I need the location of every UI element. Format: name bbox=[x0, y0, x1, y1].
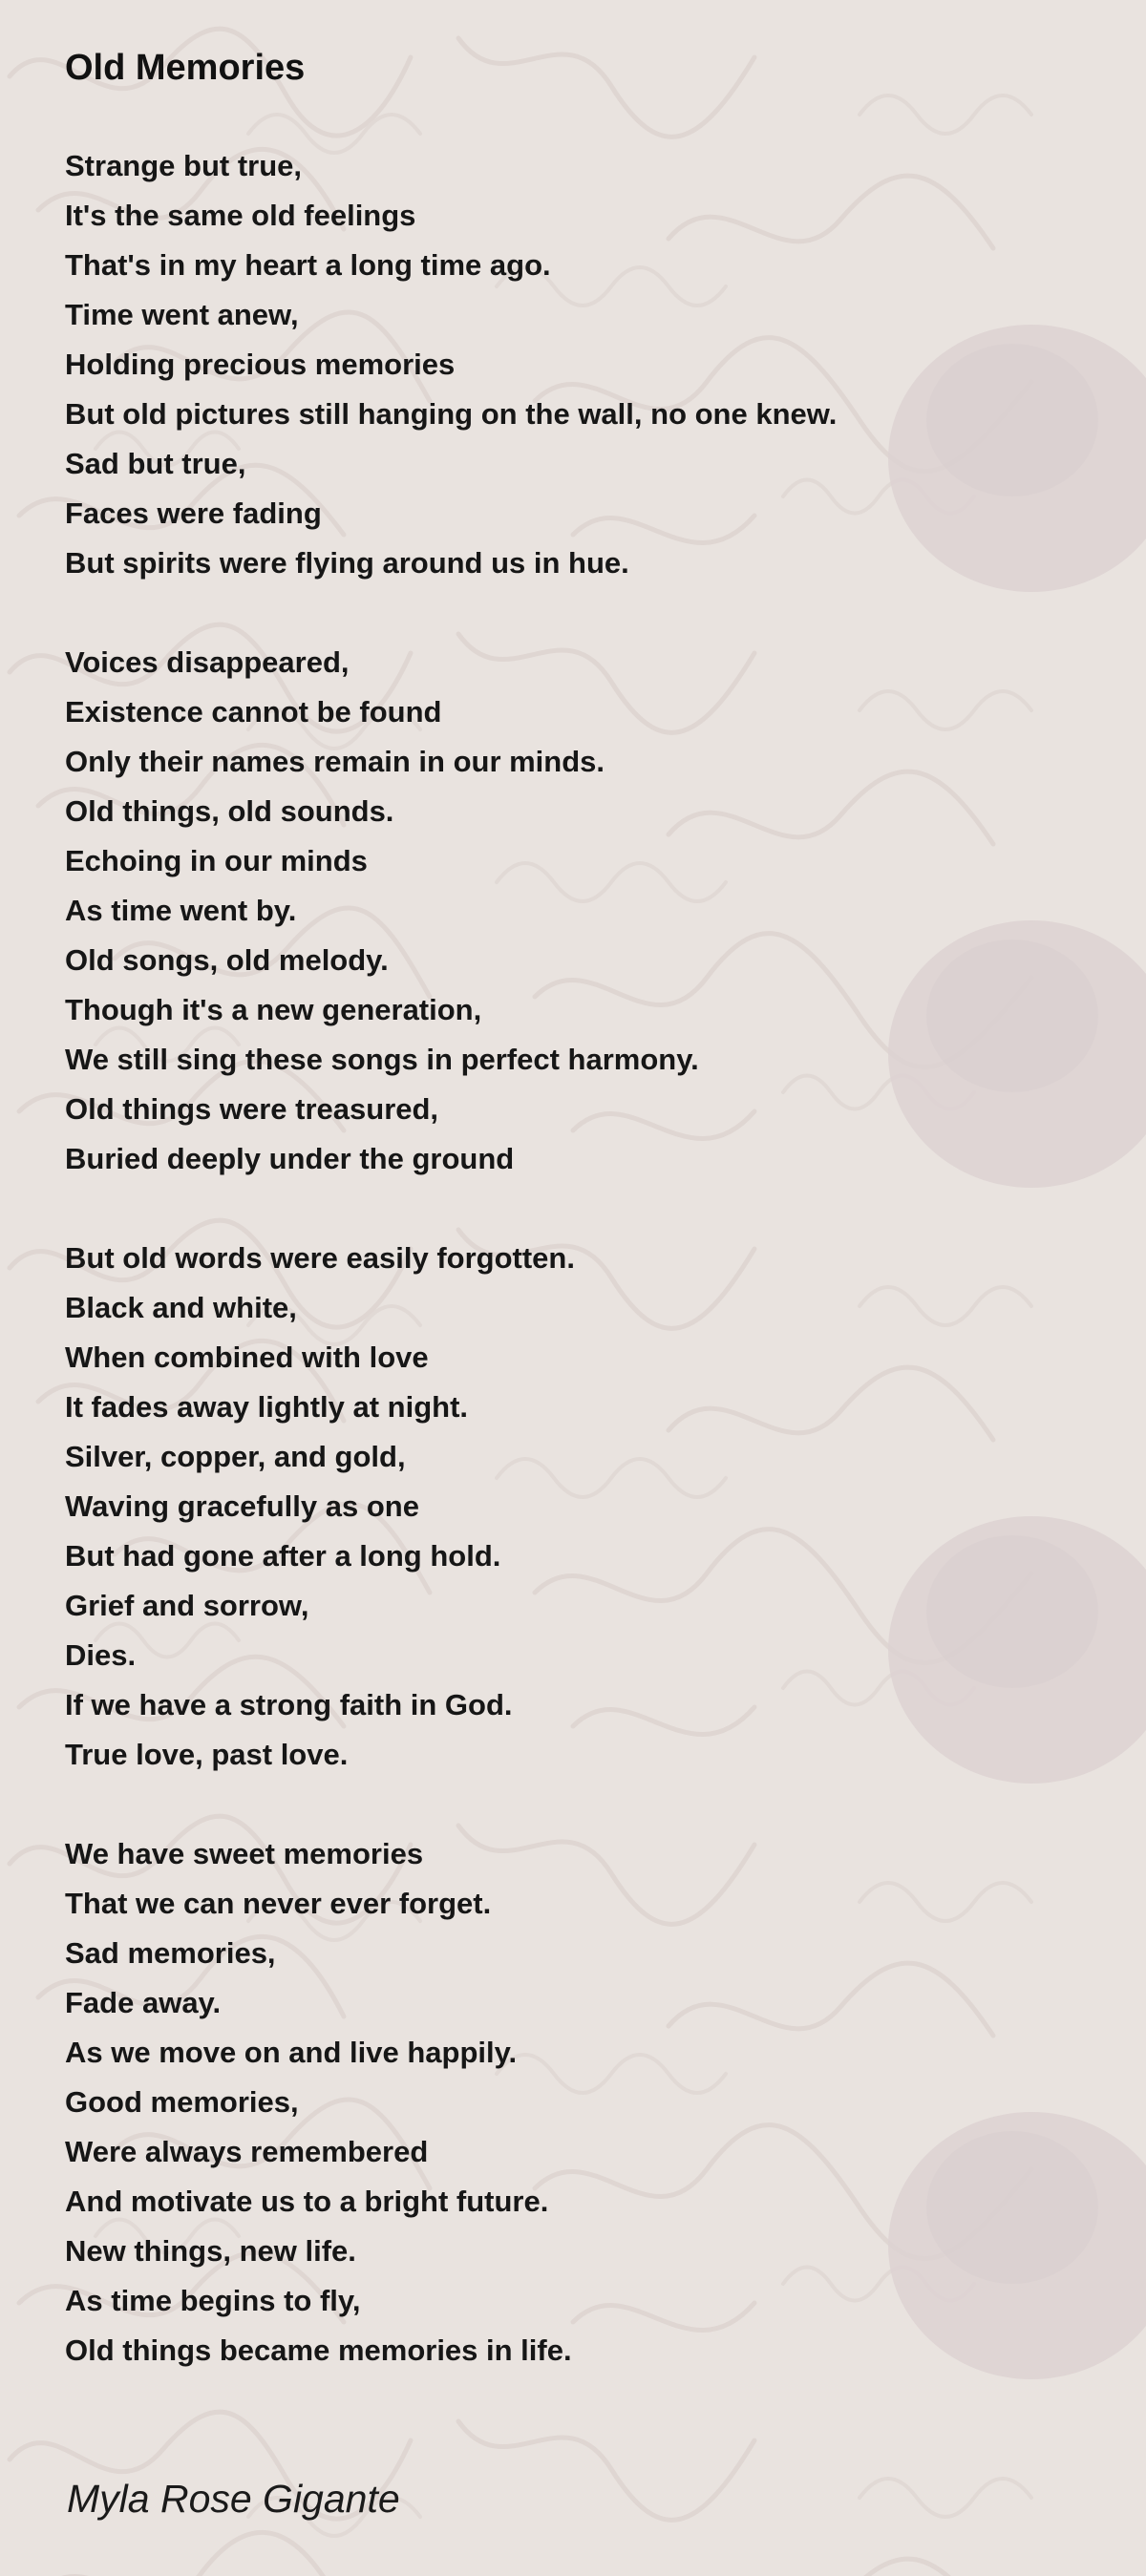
poem-line: As we move on and live happily. bbox=[65, 2036, 518, 2069]
poem-line: Good memories, bbox=[65, 2085, 299, 2119]
poem-line: If we have a strong faith in God. bbox=[65, 1688, 513, 1721]
stanza-4 bbox=[65, 1829, 1096, 2375]
poem-line: Old songs, old melody. bbox=[65, 943, 389, 977]
poem-line: Sad memories, bbox=[65, 1936, 276, 1970]
poem-line: Silver, copper, and gold, bbox=[65, 1440, 406, 1473]
poem-line: But had gone after a long hold. bbox=[65, 1539, 501, 1573]
poem-line: But old pictures still hanging on the wall, no one knew. bbox=[65, 397, 838, 431]
poem-line: Only their names remain in our minds. bbox=[65, 745, 605, 778]
poem-line: Old things became memories in life. bbox=[65, 2333, 572, 2367]
poem-line: We still sing these songs in perfect harmony. bbox=[65, 1043, 699, 1076]
poem-line: When combined with love bbox=[65, 1341, 429, 1374]
poem-line: Black and white, bbox=[65, 1291, 297, 1324]
poem-line: Old things, old sounds. bbox=[65, 794, 394, 828]
stanza-3 bbox=[65, 1234, 1096, 1780]
poem-line: Were always remembered bbox=[65, 2135, 429, 2168]
poem-author: Myla Rose Gigante bbox=[67, 2477, 400, 2521]
poem-line: Though it's a new generation, bbox=[65, 993, 482, 1026]
poem-line: But old words were easily forgotten. bbox=[65, 1241, 575, 1275]
poem-title: Old Memories bbox=[65, 48, 306, 88]
poem-line: As time begins to fly, bbox=[65, 2284, 361, 2317]
poem-line: Existence cannot be found bbox=[65, 695, 442, 728]
poem-line: It's the same old feelings bbox=[65, 199, 416, 232]
poem-line: Voices disappeared, bbox=[65, 645, 350, 679]
poem-line: Time went anew, bbox=[65, 298, 299, 331]
poem-line: Old things were treasured, bbox=[65, 1092, 439, 1126]
poem-line: Strange but true, bbox=[65, 149, 303, 182]
poem-line: Fade away. bbox=[65, 1986, 222, 2019]
stanza-2 bbox=[65, 638, 1096, 1184]
poem-line: That we can never ever forget. bbox=[65, 1887, 492, 1920]
poem-line: Grief and sorrow, bbox=[65, 1589, 309, 1622]
poem-line: But spirits were flying around us in hue. bbox=[65, 546, 629, 580]
poem-line: Echoing in our minds bbox=[65, 844, 368, 877]
poem-line: It fades away lightly at night. bbox=[65, 1390, 469, 1424]
poem-line: As time went by. bbox=[65, 894, 297, 927]
poem-line: New things, new life. bbox=[65, 2234, 356, 2268]
poem-line: That's in my heart a long time ago. bbox=[65, 248, 551, 282]
stanza-1 bbox=[65, 141, 1096, 588]
poem-line: True love, past love. bbox=[65, 1738, 349, 1771]
poem-line: Dies. bbox=[65, 1638, 137, 1672]
poem-line: Sad but true, bbox=[65, 447, 246, 480]
poem-line: Holding precious memories bbox=[65, 348, 456, 381]
poem-line: And motivate us to a bright future. bbox=[65, 2185, 549, 2218]
poem-line: Buried deeply under the ground bbox=[65, 1142, 515, 1175]
poem-line: Waving gracefully as one bbox=[65, 1489, 419, 1523]
poem-line: We have sweet memories bbox=[65, 1837, 424, 1870]
poem-line: Faces were fading bbox=[65, 496, 322, 530]
